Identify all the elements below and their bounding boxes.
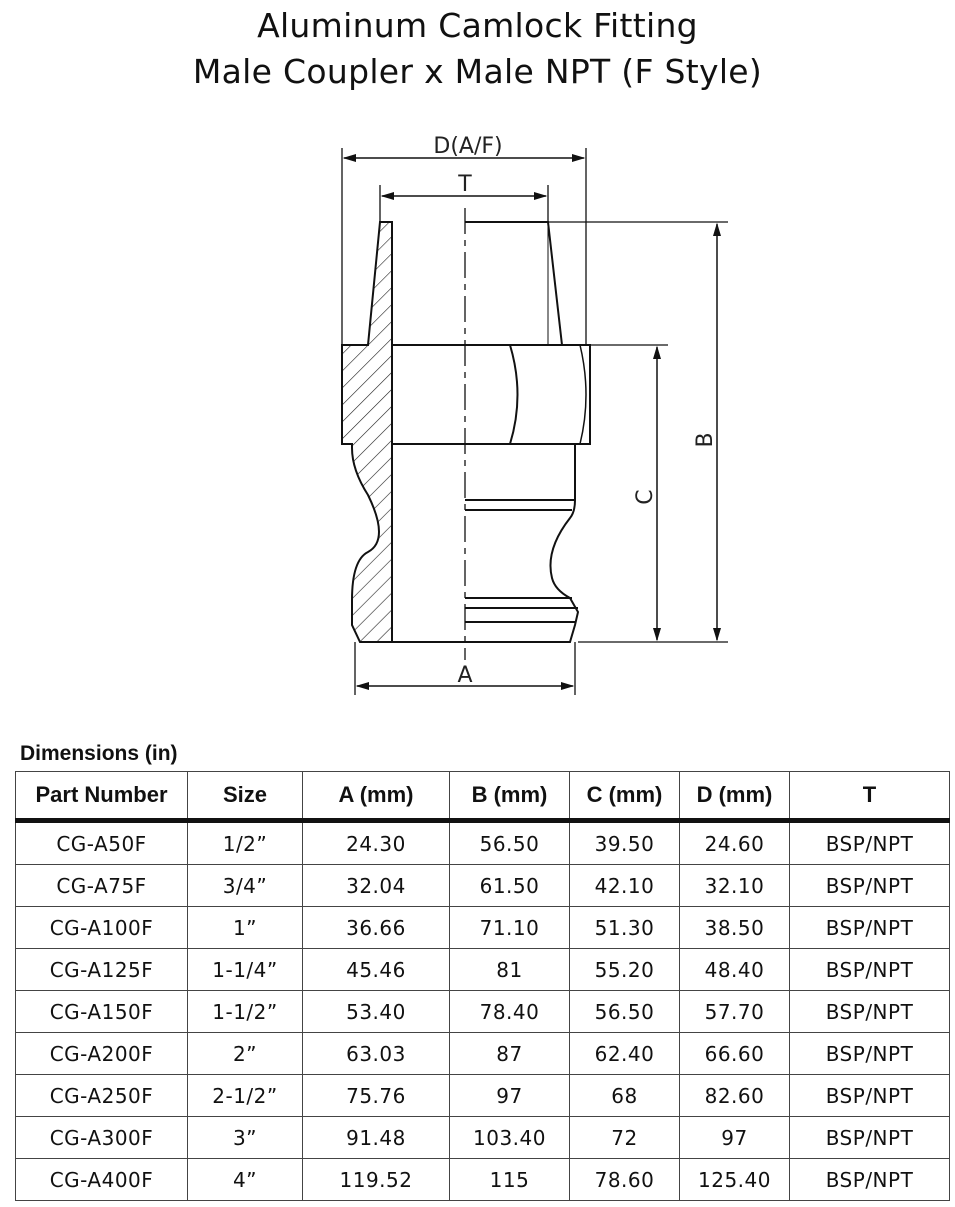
table-caption: Dimensions (in) <box>20 742 178 765</box>
header-part-number: Part Number <box>16 772 188 821</box>
cell-size: 1/2” <box>188 821 303 865</box>
cell-a: 63.03 <box>303 1033 450 1075</box>
cell-t: BSP/NPT <box>790 1117 950 1159</box>
cell-d: 32.10 <box>680 865 790 907</box>
cell-t: BSP/NPT <box>790 1033 950 1075</box>
cell-c: 42.10 <box>570 865 680 907</box>
page-subtitle: Male Coupler x Male NPT (F Style) <box>192 52 763 91</box>
table-row <box>16 821 950 865</box>
cell-c: 39.50 <box>570 821 680 865</box>
cell-size: 1” <box>188 907 303 949</box>
table-row <box>16 1117 950 1159</box>
cell-a: 91.48 <box>303 1117 450 1159</box>
cell-part-number: CG-A250F <box>16 1075 188 1117</box>
dim-a-label: A <box>457 663 473 688</box>
table-row <box>16 949 950 991</box>
cell-size: 1-1/4” <box>188 949 303 991</box>
header-a: A (mm) <box>303 772 450 821</box>
cell-a: 119.52 <box>303 1159 450 1201</box>
cell-t: BSP/NPT <box>790 991 950 1033</box>
cell-d: 82.60 <box>680 1075 790 1117</box>
table-row <box>16 907 950 949</box>
cell-b: 56.50 <box>450 821 570 865</box>
cell-b: 87 <box>450 1033 570 1075</box>
fitting-technical-drawing <box>0 120 955 700</box>
page-title: Aluminum Camlock Fitting <box>257 6 698 45</box>
cell-size: 4” <box>188 1159 303 1201</box>
cell-size: 2” <box>188 1033 303 1075</box>
cell-size: 3” <box>188 1117 303 1159</box>
cell-part-number: CG-A125F <box>16 949 188 991</box>
cell-d: 125.40 <box>680 1159 790 1201</box>
cell-d: 97 <box>680 1117 790 1159</box>
cell-a: 45.46 <box>303 949 450 991</box>
table-row <box>16 991 950 1033</box>
cell-t: BSP/NPT <box>790 949 950 991</box>
dim-t-label: T <box>458 172 472 197</box>
table-header-row <box>16 772 950 821</box>
cell-size: 1-1/2” <box>188 991 303 1033</box>
cell-t: BSP/NPT <box>790 821 950 865</box>
cell-part-number: CG-A200F <box>16 1033 188 1075</box>
cell-d: 57.70 <box>680 991 790 1033</box>
cell-c: 62.40 <box>570 1033 680 1075</box>
header-d: D (mm) <box>680 772 790 821</box>
dimensions-table <box>15 771 950 1201</box>
cell-d: 48.40 <box>680 949 790 991</box>
cell-size: 2-1/2” <box>188 1075 303 1117</box>
cell-a: 36.66 <box>303 907 450 949</box>
table-row <box>16 1075 950 1117</box>
cell-t: BSP/NPT <box>790 1159 950 1201</box>
cell-a: 24.30 <box>303 821 450 865</box>
cell-part-number: CG-A300F <box>16 1117 188 1159</box>
cell-c: 72 <box>570 1117 680 1159</box>
cell-c: 78.60 <box>570 1159 680 1201</box>
cell-part-number: CG-A150F <box>16 991 188 1033</box>
cell-b: 81 <box>450 949 570 991</box>
cell-d: 66.60 <box>680 1033 790 1075</box>
cell-t: BSP/NPT <box>790 907 950 949</box>
dim-c-label: C <box>633 489 658 505</box>
cell-b: 61.50 <box>450 865 570 907</box>
cell-size: 3/4” <box>188 865 303 907</box>
header-c: C (mm) <box>570 772 680 821</box>
cell-t: BSP/NPT <box>790 1075 950 1117</box>
cell-t: BSP/NPT <box>790 865 950 907</box>
dim-b-label: B <box>693 432 718 448</box>
cell-b: 71.10 <box>450 907 570 949</box>
cell-a: 75.76 <box>303 1075 450 1117</box>
header-t: T <box>790 772 950 821</box>
cell-part-number: CG-A75F <box>16 865 188 907</box>
cell-d: 38.50 <box>680 907 790 949</box>
cell-a: 53.40 <box>303 991 450 1033</box>
cell-part-number: CG-A50F <box>16 821 188 865</box>
fitting-outline <box>342 222 590 642</box>
cell-c: 56.50 <box>570 991 680 1033</box>
header-size: Size <box>188 772 303 821</box>
header-b: B (mm) <box>450 772 570 821</box>
cell-c: 68 <box>570 1075 680 1117</box>
cell-b: 97 <box>450 1075 570 1117</box>
table-row <box>16 865 950 907</box>
cell-part-number: CG-A100F <box>16 907 188 949</box>
table-row <box>16 1033 950 1075</box>
cell-c: 55.20 <box>570 949 680 991</box>
section-hatch <box>342 222 392 642</box>
cell-b: 78.40 <box>450 991 570 1033</box>
cell-b: 103.40 <box>450 1117 570 1159</box>
cell-a: 32.04 <box>303 865 450 907</box>
dim-d-label: D(A/F) <box>433 134 503 159</box>
cell-b: 115 <box>450 1159 570 1201</box>
cell-c: 51.30 <box>570 907 680 949</box>
table-row <box>16 1159 950 1201</box>
cell-d: 24.60 <box>680 821 790 865</box>
cell-part-number: CG-A400F <box>16 1159 188 1201</box>
